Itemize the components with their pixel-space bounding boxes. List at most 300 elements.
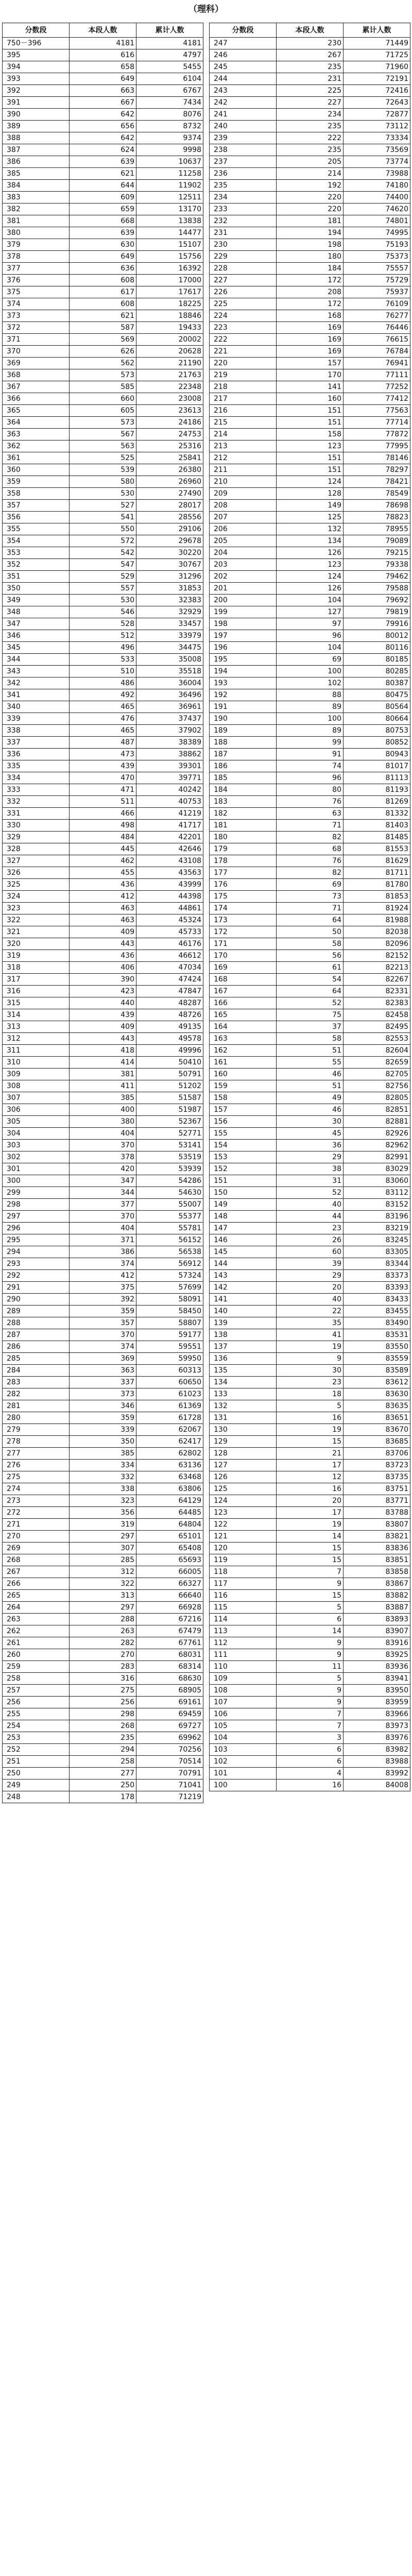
segment-count-cell: 466 <box>70 808 136 820</box>
cumulative-count-cell: 83635 <box>344 1400 410 1412</box>
table-row <box>210 1116 410 1128</box>
segment-count-cell: 192 <box>277 180 344 192</box>
score-cell: 339 <box>3 713 70 725</box>
segment-count-cell: 298 <box>70 1708 136 1720</box>
segment-count-cell: 541 <box>70 512 136 523</box>
score-cell: 105 <box>210 1720 277 1732</box>
score-cell: 152 <box>210 1163 277 1175</box>
table-row <box>3 523 203 535</box>
table-body-left <box>3 38 203 1803</box>
score-cell: 145 <box>210 1246 277 1258</box>
segment-count-cell: 126 <box>277 547 344 559</box>
segment-count-cell: 51 <box>277 1080 344 1092</box>
cumulative-count-cell: 81269 <box>344 796 410 808</box>
score-cell: 750－396 <box>3 38 70 49</box>
segment-count-cell: 230 <box>277 38 344 49</box>
cumulative-count-cell: 78955 <box>344 523 410 535</box>
segment-count-cell: 258 <box>70 1756 136 1768</box>
segment-count-cell: 636 <box>70 263 136 275</box>
cumulative-count-cell: 48287 <box>136 997 203 1009</box>
segment-count-cell: 235 <box>277 61 344 73</box>
score-cell: 262 <box>3 1625 70 1637</box>
table-row <box>210 369 410 381</box>
cumulative-count-cell: 82705 <box>344 1069 410 1080</box>
segment-count-cell: 445 <box>70 843 136 855</box>
cumulative-count-cell: 56538 <box>136 1246 203 1258</box>
score-cell: 165 <box>210 1009 277 1021</box>
segment-count-cell: 18 <box>277 1388 344 1400</box>
score-cell: 253 <box>3 1732 70 1744</box>
table-row <box>210 1258 410 1270</box>
table-row <box>3 1649 203 1661</box>
segment-count-cell: 339 <box>70 1424 136 1436</box>
segment-count-cell: 455 <box>70 867 136 879</box>
table-row <box>3 251 203 263</box>
segment-count-cell: 605 <box>70 405 136 417</box>
segment-count-cell: 546 <box>70 606 136 618</box>
segment-count-cell: 275 <box>70 1685 136 1697</box>
table-row <box>3 263 203 275</box>
cumulative-count-cell: 24753 <box>136 429 203 440</box>
segment-count-cell: 56 <box>277 950 344 962</box>
cumulative-count-cell: 8076 <box>136 109 203 121</box>
score-cell: 286 <box>3 1341 70 1353</box>
table-row <box>3 132 203 144</box>
score-cell: 246 <box>210 49 277 61</box>
table-row <box>3 938 203 950</box>
segment-count-cell: 54 <box>277 974 344 986</box>
cumulative-count-cell: 80664 <box>344 713 410 725</box>
table-row <box>210 97 410 109</box>
table-row <box>3 1424 203 1436</box>
score-cell: 341 <box>3 689 70 701</box>
score-cell: 229 <box>210 251 277 263</box>
table-row <box>3 1294 203 1306</box>
cumulative-count-cell: 83751 <box>344 1483 410 1495</box>
segment-count-cell: 608 <box>70 275 136 286</box>
table-row <box>3 1495 203 1507</box>
score-cell: 189 <box>210 725 277 737</box>
score-cell: 138 <box>210 1329 277 1341</box>
cumulative-count-cell: 84008 <box>344 1780 410 1791</box>
score-cell: 111 <box>210 1649 277 1661</box>
table-row <box>210 85 410 97</box>
segment-count-cell: 630 <box>70 239 136 251</box>
cumulative-count-cell: 80116 <box>344 642 410 654</box>
score-cell: 191 <box>210 701 277 713</box>
cumulative-count-cell: 33979 <box>136 630 203 642</box>
table-row <box>210 1578 410 1590</box>
segment-count-cell: 82 <box>277 832 344 843</box>
score-cell: 273 <box>3 1495 70 1507</box>
table-row <box>3 903 203 914</box>
segment-count-cell: 334 <box>70 1460 136 1471</box>
cumulative-count-cell: 21190 <box>136 358 203 369</box>
cumulative-count-cell: 13170 <box>136 204 203 215</box>
table-row <box>210 1744 410 1756</box>
table-row <box>3 144 203 156</box>
segment-count-cell: 19 <box>277 1424 344 1436</box>
segment-count-cell: 642 <box>70 132 136 144</box>
score-cell: 129 <box>210 1436 277 1448</box>
segment-count-cell: 20 <box>277 1282 344 1294</box>
cumulative-count-cell: 62802 <box>136 1448 203 1460</box>
score-cell: 382 <box>3 204 70 215</box>
cumulative-count-cell: 83196 <box>344 1211 410 1223</box>
score-cell: 251 <box>3 1756 70 1768</box>
score-cell: 234 <box>210 192 277 204</box>
score-cell: 147 <box>210 1223 277 1234</box>
table-row <box>3 1625 203 1637</box>
score-cell: 171 <box>210 938 277 950</box>
table-row <box>210 358 410 369</box>
table-row <box>210 464 410 476</box>
table-row <box>210 381 410 393</box>
cumulative-count-cell: 43108 <box>136 855 203 867</box>
cumulative-count-cell: 65693 <box>136 1554 203 1566</box>
cumulative-count-cell: 77252 <box>344 381 410 393</box>
cumulative-count-cell: 66640 <box>136 1590 203 1602</box>
cumulative-count-cell: 65101 <box>136 1531 203 1543</box>
cumulative-count-cell: 83916 <box>344 1637 410 1649</box>
cumulative-count-cell: 69161 <box>136 1697 203 1708</box>
segment-count-cell: 573 <box>70 369 136 381</box>
cumulative-count-cell: 80852 <box>344 737 410 749</box>
cumulative-count-cell: 21763 <box>136 369 203 381</box>
score-cell: 354 <box>3 535 70 547</box>
cumulative-count-cell: 52771 <box>136 1128 203 1140</box>
segment-count-cell: 181 <box>277 215 344 227</box>
cumulative-count-cell: 40753 <box>136 796 203 808</box>
cumulative-count-cell: 73112 <box>344 121 410 132</box>
score-cell: 114 <box>210 1614 277 1625</box>
score-cell: 385 <box>3 168 70 180</box>
segment-count-cell: 465 <box>70 725 136 737</box>
table-row <box>210 1768 410 1780</box>
table-row <box>3 1365 203 1377</box>
table-row <box>3 180 203 192</box>
score-cell: 307 <box>3 1092 70 1104</box>
score-cell: 207 <box>210 512 277 523</box>
score-cell: 249 <box>3 1780 70 1791</box>
table-row <box>210 547 410 559</box>
table-row <box>3 215 203 227</box>
segment-count-cell: 235 <box>277 144 344 156</box>
segment-count-cell: 41 <box>277 1329 344 1341</box>
cumulative-count-cell: 31853 <box>136 583 203 595</box>
cumulative-count-cell: 78146 <box>344 452 410 464</box>
table-row <box>3 440 203 452</box>
cumulative-count-cell: 51987 <box>136 1104 203 1116</box>
segment-count-cell: 123 <box>277 440 344 452</box>
segment-count-cell: 530 <box>70 488 136 500</box>
score-cell: 361 <box>3 452 70 464</box>
cumulative-count-cell: 82805 <box>344 1092 410 1104</box>
score-cell: 315 <box>3 997 70 1009</box>
cumulative-count-cell: 6104 <box>136 73 203 85</box>
segment-count-cell: 658 <box>70 61 136 73</box>
score-cell: 338 <box>3 725 70 737</box>
cumulative-count-cell: 29106 <box>136 523 203 535</box>
cumulative-count-cell: 82604 <box>344 1045 410 1057</box>
table-row <box>210 73 410 85</box>
segment-count-cell: 404 <box>70 1223 136 1234</box>
header-score-range: 分数段 <box>3 23 70 38</box>
cumulative-count-cell: 78549 <box>344 488 410 500</box>
table-row <box>3 239 203 251</box>
score-cell: 106 <box>210 1708 277 1720</box>
cumulative-count-cell: 71960 <box>344 61 410 73</box>
table-row <box>3 452 203 464</box>
cumulative-count-cell: 76446 <box>344 322 410 334</box>
score-cell: 181 <box>210 820 277 832</box>
cumulative-count-cell: 67479 <box>136 1625 203 1637</box>
table-row <box>3 192 203 204</box>
table-row <box>3 121 203 132</box>
table-row <box>3 1602 203 1614</box>
score-cell: 164 <box>210 1021 277 1033</box>
table-row <box>3 547 203 559</box>
score-cell: 154 <box>210 1140 277 1151</box>
table-row <box>3 1412 203 1424</box>
segment-count-cell: 573 <box>70 417 136 429</box>
score-cell: 199 <box>210 606 277 618</box>
table-row <box>210 677 410 689</box>
cumulative-count-cell: 15107 <box>136 239 203 251</box>
score-cell: 300 <box>3 1175 70 1187</box>
score-cell: 330 <box>3 820 70 832</box>
score-cell: 317 <box>3 974 70 986</box>
table-row <box>3 677 203 689</box>
segment-count-cell: 285 <box>70 1554 136 1566</box>
cumulative-count-cell: 16392 <box>136 263 203 275</box>
table-row <box>210 429 410 440</box>
segment-count-cell: 656 <box>70 121 136 132</box>
score-cell: 359 <box>3 476 70 488</box>
cumulative-count-cell: 54630 <box>136 1187 203 1199</box>
score-cell: 213 <box>210 440 277 452</box>
cumulative-count-cell: 62067 <box>136 1424 203 1436</box>
score-cell: 302 <box>3 1151 70 1163</box>
score-cell: 393 <box>3 73 70 85</box>
score-cell: 333 <box>3 784 70 796</box>
segment-count-cell: 476 <box>70 713 136 725</box>
segment-count-cell: 14 <box>277 1531 344 1543</box>
table-row <box>210 997 410 1009</box>
segment-count-cell: 463 <box>70 903 136 914</box>
segment-count-cell: 462 <box>70 855 136 867</box>
score-cell: 257 <box>3 1685 70 1697</box>
score-cell: 237 <box>210 156 277 168</box>
cumulative-count-cell: 35008 <box>136 654 203 666</box>
segment-count-cell: 359 <box>70 1412 136 1424</box>
table-row <box>210 1436 410 1448</box>
score-cell: 193 <box>210 677 277 689</box>
score-cell: 200 <box>210 595 277 606</box>
score-cell: 313 <box>3 1021 70 1033</box>
segment-count-cell: 569 <box>70 334 136 346</box>
segment-count-cell: 12 <box>277 1471 344 1483</box>
cumulative-count-cell: 77563 <box>344 405 410 417</box>
table-row <box>3 1080 203 1092</box>
cumulative-count-cell: 76109 <box>344 298 410 310</box>
segment-count-cell: 542 <box>70 547 136 559</box>
table-row <box>3 204 203 215</box>
score-cell: 122 <box>210 1519 277 1531</box>
segment-count-cell: 621 <box>70 310 136 322</box>
cumulative-count-cell: 83988 <box>344 1756 410 1768</box>
table-row <box>210 334 410 346</box>
table-row <box>210 903 410 914</box>
segment-count-cell: 347 <box>70 1175 136 1187</box>
cumulative-count-cell: 8732 <box>136 121 203 132</box>
table-row <box>210 1080 410 1092</box>
cumulative-count-cell: 83959 <box>344 1697 410 1708</box>
table-row <box>3 1697 203 1708</box>
segment-count-cell: 440 <box>70 997 136 1009</box>
score-cell: 391 <box>3 97 70 109</box>
cumulative-count-cell: 20628 <box>136 346 203 358</box>
table-row <box>3 796 203 808</box>
table-row <box>210 1471 410 1483</box>
cumulative-count-cell: 83245 <box>344 1234 410 1246</box>
cumulative-count-cell: 40242 <box>136 784 203 796</box>
cumulative-count-cell: 5455 <box>136 61 203 73</box>
score-cell: 233 <box>210 204 277 215</box>
table-row <box>210 1507 410 1519</box>
cumulative-count-cell: 83651 <box>344 1412 410 1424</box>
score-cell: 186 <box>210 760 277 772</box>
segment-count-cell: 39 <box>277 1258 344 1270</box>
segment-count-cell: 44 <box>277 1211 344 1223</box>
segment-count-cell: 9 <box>277 1649 344 1661</box>
segment-count-cell: 659 <box>70 204 136 215</box>
table-row <box>3 310 203 322</box>
table-row <box>3 1199 203 1211</box>
cumulative-count-cell: 25316 <box>136 440 203 452</box>
score-cell: 238 <box>210 144 277 156</box>
cumulative-count-cell: 83433 <box>344 1294 410 1306</box>
table-row <box>3 701 203 713</box>
table-row <box>210 1187 410 1199</box>
cumulative-count-cell: 47424 <box>136 974 203 986</box>
cumulative-count-cell: 11258 <box>136 168 203 180</box>
segment-count-cell: 234 <box>277 109 344 121</box>
table-row <box>210 1602 410 1614</box>
cumulative-count-cell: 77412 <box>344 393 410 405</box>
segment-count-cell: 400 <box>70 1104 136 1116</box>
cumulative-count-cell: 61369 <box>136 1400 203 1412</box>
score-cell: 278 <box>3 1436 70 1448</box>
cumulative-count-cell: 69459 <box>136 1708 203 1720</box>
cumulative-count-cell: 74180 <box>344 180 410 192</box>
table-row <box>210 215 410 227</box>
table-row <box>3 286 203 298</box>
table-row <box>3 97 203 109</box>
cumulative-count-cell: 83941 <box>344 1673 410 1685</box>
segment-count-cell: 198 <box>277 239 344 251</box>
segment-count-cell: 36 <box>277 1140 344 1151</box>
segment-count-cell: 124 <box>277 571 344 583</box>
table-row <box>3 1211 203 1223</box>
score-cell: 149 <box>210 1199 277 1211</box>
score-cell: 318 <box>3 962 70 974</box>
table-row <box>3 1009 203 1021</box>
table-row <box>210 559 410 571</box>
cumulative-count-cell: 71725 <box>344 49 410 61</box>
table-row <box>3 1400 203 1412</box>
score-cell: 360 <box>3 464 70 476</box>
score-cell: 259 <box>3 1661 70 1673</box>
table-row <box>210 1483 410 1495</box>
score-cell: 375 <box>3 286 70 298</box>
cumulative-count-cell: 79215 <box>344 547 410 559</box>
segment-count-cell: 465 <box>70 701 136 713</box>
segment-count-cell: 609 <box>70 192 136 204</box>
cumulative-count-cell: 18846 <box>136 310 203 322</box>
score-cell: 132 <box>210 1400 277 1412</box>
table-row <box>3 1637 203 1649</box>
cumulative-count-cell: 81485 <box>344 832 410 843</box>
table-row <box>3 986 203 997</box>
table-row <box>3 49 203 61</box>
score-cell: 142 <box>210 1282 277 1294</box>
table-row <box>210 1637 410 1649</box>
segment-count-cell: 667 <box>70 97 136 109</box>
table-row <box>210 239 410 251</box>
cumulative-count-cell: 79588 <box>344 583 410 595</box>
segment-count-cell: 344 <box>70 1187 136 1199</box>
score-cell: 306 <box>3 1104 70 1116</box>
score-cell: 201 <box>210 583 277 595</box>
score-cell: 161 <box>210 1057 277 1069</box>
segment-count-cell: 76 <box>277 796 344 808</box>
segment-count-cell: 350 <box>70 1436 136 1448</box>
score-cell: 224 <box>210 310 277 322</box>
cumulative-count-cell: 83925 <box>344 1649 410 1661</box>
score-cell: 390 <box>3 109 70 121</box>
cumulative-count-cell: 83670 <box>344 1424 410 1436</box>
score-cell: 258 <box>3 1673 70 1685</box>
table-row <box>3 73 203 85</box>
table-row <box>3 405 203 417</box>
segment-count-cell: 30 <box>277 1365 344 1377</box>
segment-count-cell: 420 <box>70 1163 136 1175</box>
segment-count-cell: 557 <box>70 583 136 595</box>
table-row <box>3 1436 203 1448</box>
score-cell: 328 <box>3 843 70 855</box>
table-row <box>210 986 410 997</box>
cumulative-count-cell: 9374 <box>136 132 203 144</box>
segment-count-cell: 492 <box>70 689 136 701</box>
table-row <box>210 1554 410 1566</box>
cumulative-count-cell: 32383 <box>136 595 203 606</box>
cumulative-count-cell: 53939 <box>136 1163 203 1175</box>
table-row <box>210 1495 410 1507</box>
table-row <box>210 974 410 986</box>
table-row <box>210 725 410 737</box>
cumulative-count-cell: 82881 <box>344 1116 410 1128</box>
segment-count-cell: 267 <box>277 49 344 61</box>
table-row <box>210 1448 410 1460</box>
table-row <box>210 1045 410 1057</box>
score-cell: 160 <box>210 1069 277 1080</box>
score-cell: 274 <box>3 1483 70 1495</box>
segment-count-cell: 370 <box>70 1211 136 1223</box>
score-cell: 379 <box>3 239 70 251</box>
cumulative-count-cell: 60313 <box>136 1365 203 1377</box>
cumulative-count-cell: 83630 <box>344 1388 410 1400</box>
